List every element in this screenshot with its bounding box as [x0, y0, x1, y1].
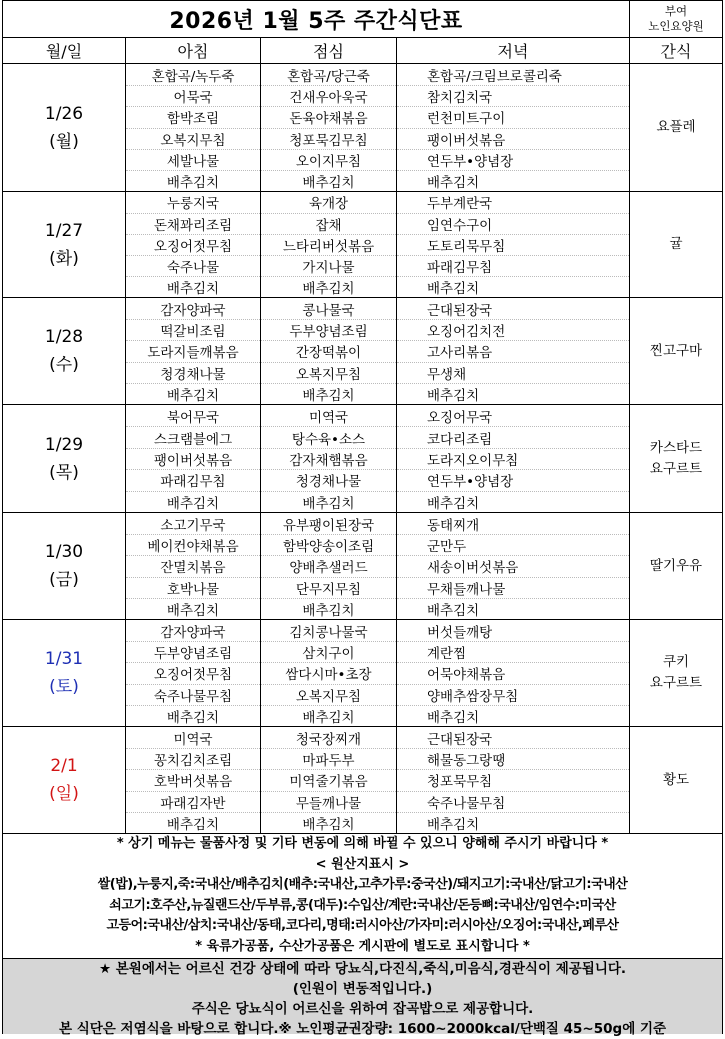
- lunch-item: 무들깨나물: [261, 791, 396, 812]
- lunch-item: 배추김치: [261, 598, 396, 619]
- dinner-item: 연두부•양념장: [397, 149, 629, 170]
- footer-section: [3, 958, 722, 1037]
- notes-line-6: * 육류가공품, 수산가공품은 게시판에 별도로 표시합니다 *: [195, 938, 530, 954]
- day-date: 1/29: [44, 434, 84, 455]
- day-weekday: (토): [49, 677, 79, 697]
- breakfast-item: 도라지들깨볶음: [126, 340, 260, 361]
- dinner-item: 숙주나물무침: [397, 791, 629, 812]
- breakfast-item: 미역국: [173, 731, 213, 748]
- dinner-item: 배추김치: [397, 383, 629, 404]
- day-row: [3, 298, 722, 405]
- lunch-item: 미역줄기볶음: [261, 769, 396, 790]
- menu-sheet: [2, 0, 723, 1037]
- column-header-row: [3, 38, 722, 64]
- lunch-item: 양배추샐러드: [261, 555, 396, 576]
- snack-cell: [629, 405, 722, 512]
- lunch-item: 삼치구이: [261, 641, 396, 662]
- notes-line-1: * 상기 메뉴는 물품사정 및 기타 변동에 의해 바뀔 수 있으니 양해해 주시기 바랍니다 *: [116, 836, 609, 851]
- breakfast-item: 배추김치: [126, 170, 260, 191]
- header-lunch: 점심: [260, 38, 396, 63]
- dinner-item: 런천미트구이: [397, 106, 629, 127]
- lunch-item: 청포묵김무침: [261, 128, 396, 149]
- lunch-cell: [260, 64, 396, 191]
- dinner-item: 오징어김치전: [397, 319, 629, 340]
- lunch-item: 배추김치: [261, 812, 396, 833]
- snack-item: 카스타드: [649, 439, 703, 456]
- breakfast-item: 오복지무침: [126, 128, 260, 149]
- day-date-cell: [3, 513, 125, 619]
- dinner-cell: [396, 405, 629, 512]
- dinner-cell: [396, 192, 629, 297]
- lunch-item: 콩나물국: [302, 302, 355, 319]
- notes-line-2: < 원산지표시 >: [315, 856, 410, 872]
- day-date: 1/26: [44, 103, 84, 124]
- dinner-item: 도라지오이무침: [397, 448, 629, 469]
- lunch-item: 배추김치: [261, 276, 396, 297]
- lunch-cell: [260, 405, 396, 512]
- notes-section: [3, 834, 722, 958]
- lunch-item: 두부양념조림: [261, 319, 396, 340]
- day-date-cell: [3, 192, 125, 297]
- snack-cell: [629, 620, 722, 726]
- snack-item: 요구르트: [649, 460, 703, 477]
- lunch-cell: [260, 298, 396, 404]
- snack-cell: [629, 513, 722, 619]
- snack-cell: [629, 727, 722, 833]
- day-date: 2/1: [50, 756, 78, 776]
- lunch-item: 청국장찌개: [295, 731, 362, 748]
- facility-name: [629, 1, 722, 38]
- dinner-item: 배추김치: [397, 705, 629, 726]
- lunch-item: 청경채나물: [261, 469, 396, 490]
- snack-item: 찐고구마: [649, 342, 703, 359]
- breakfast-item: 숙주나물: [126, 255, 260, 276]
- breakfast-item: 배추김치: [126, 812, 260, 833]
- breakfast-cell: [125, 405, 260, 512]
- lunch-item: 간장떡볶이: [261, 340, 396, 361]
- dinner-item: 동태찌개: [427, 517, 480, 534]
- dinner-item: 두부계란국: [427, 196, 493, 213]
- breakfast-item: 감자양파국: [160, 624, 226, 641]
- lunch-item: 배추김치: [261, 491, 396, 512]
- lunch-item: 단무지무침: [261, 577, 396, 598]
- lunch-cell: [260, 513, 396, 619]
- dinner-item: 양배추쌈장무침: [397, 684, 629, 705]
- breakfast-item: 배추김치: [126, 276, 260, 297]
- day-row: [3, 64, 722, 192]
- header-date: 월/일: [45, 42, 83, 61]
- breakfast-item: 감자양파국: [160, 302, 226, 319]
- breakfast-item: 오징어젓무침: [126, 234, 260, 255]
- breakfast-item: 어묵국: [126, 85, 260, 106]
- lunch-item: 육개장: [308, 196, 349, 213]
- breakfast-item: 숙주나물무침: [126, 684, 260, 705]
- dinner-item: 배추김치: [397, 170, 629, 191]
- breakfast-item: 호박버섯볶음: [126, 769, 260, 790]
- breakfast-item: 혼합곡/녹두죽: [151, 68, 235, 85]
- notes-line-5: 고등어:국내산/삼치:국내산/동태,코다리,명태:러시아산/가자미:러시아산/오징어:국내산,페루산: [106, 918, 619, 933]
- breakfast-item: 잔멸치볶음: [126, 555, 260, 576]
- breakfast-item: 호박나물: [126, 577, 260, 598]
- breakfast-item: 배추김치: [126, 383, 260, 404]
- dinner-item: 버섯들깨탕: [427, 624, 493, 641]
- breakfast-item: 돈채꽈리조림: [126, 213, 260, 234]
- breakfast-cell: [125, 298, 260, 404]
- header-snack: 간식: [629, 38, 722, 63]
- lunch-item: 건새우아욱국: [261, 85, 396, 106]
- lunch-item: 오복지무침: [261, 684, 396, 705]
- dinner-item: 혼합곡/크림브로콜리죽: [427, 68, 562, 85]
- snack-item: 요구르트: [649, 675, 703, 691]
- lunch-cell: [260, 620, 396, 726]
- snack-item: 황도: [662, 771, 690, 788]
- footer-line-3: 주식은 당뇨식이 어르신을 위하여 잡곡밥으로 제공합니다.: [191, 1001, 534, 1017]
- dinner-item: 팽이버섯볶음: [397, 128, 629, 149]
- dinner-item: 어묵야채볶음: [397, 662, 629, 683]
- lunch-item: 김치콩나물국: [289, 624, 368, 641]
- breakfast-item: 함박조림: [126, 106, 260, 127]
- snack-item: 요플레: [656, 119, 696, 135]
- lunch-item: 느타리버섯볶음: [261, 234, 396, 255]
- dinner-item: 무생채: [397, 362, 629, 383]
- dinner-item: 군만두: [397, 534, 629, 555]
- day-row: [3, 620, 722, 727]
- lunch-item: 배추김치: [261, 705, 396, 726]
- breakfast-item: 배추김치: [126, 598, 260, 619]
- dinner-item: 근대된장국: [427, 731, 493, 748]
- page-title: 2026년 1월 5주 주간식단표: [169, 9, 463, 34]
- lunch-item: 가지나물: [261, 255, 396, 276]
- day-weekday: (화): [49, 248, 79, 269]
- breakfast-cell: [125, 64, 260, 191]
- lunch-item: 감자채햄볶음: [261, 448, 396, 469]
- breakfast-cell: [125, 620, 260, 726]
- breakfast-item: 북어무국: [166, 409, 220, 426]
- day-row: [3, 513, 722, 620]
- breakfast-cell: [125, 727, 260, 833]
- day-row: [3, 727, 722, 834]
- breakfast-item: 베이컨야채볶음: [126, 534, 260, 555]
- dinner-item: 해물동그랑땡: [397, 748, 629, 769]
- day-date-cell: [3, 727, 125, 833]
- snack-cell: [629, 192, 722, 297]
- lunch-cell: [260, 192, 396, 297]
- dinner-item: 도토리묵무침: [397, 234, 629, 255]
- dinner-cell: [396, 727, 629, 833]
- day-weekday: (목): [49, 462, 79, 483]
- breakfast-item: 팽이버섯볶음: [126, 448, 260, 469]
- lunch-item: 배추김치: [261, 170, 396, 191]
- notes-line-3: 쌀(밥),누룽지,죽:국내산/배추김치(배추:국내산,고추가루:중국산)/돼지고기:국내산/닭고기:국내산: [97, 877, 628, 892]
- breakfast-item: 스크램블에그: [126, 426, 260, 447]
- lunch-item: 유부팽이된장국: [282, 517, 375, 534]
- snack-item: 쿠키: [662, 654, 690, 670]
- footer-line-2: (인원이 변동적입니다.): [292, 981, 433, 997]
- lunch-item: 잡채: [261, 213, 396, 234]
- day-date: 1/31: [44, 649, 84, 669]
- day-date-cell: [3, 405, 125, 512]
- day-date-cell: [3, 620, 125, 726]
- dinner-item: 임연수구이: [397, 213, 629, 234]
- dinner-item: 코다리조림: [397, 426, 629, 447]
- facility-line-2: 노인요양원: [648, 19, 704, 33]
- snack-cell: [629, 64, 722, 191]
- dinner-item: 고사리볶음: [397, 340, 629, 361]
- footer-line-4: 본 식단은 저염식을 바탕으로 합니다.※ 노인평균권장량: 1600~2000kcal/단백질 45~50g에 기준: [58, 1021, 667, 1037]
- dinner-cell: [396, 513, 629, 619]
- dinner-item: 계란찜: [397, 641, 629, 662]
- header-breakfast: 아침: [125, 38, 260, 63]
- day-row: [3, 192, 722, 298]
- day-weekday: (금): [49, 570, 79, 590]
- lunch-item: 오복지무침: [261, 362, 396, 383]
- lunch-item: 배추김치: [261, 383, 396, 404]
- day-weekday: (월): [49, 131, 79, 152]
- dinner-cell: [396, 620, 629, 726]
- dinner-item: 배추김치: [397, 491, 629, 512]
- dinner-item: 배추김치: [397, 598, 629, 619]
- lunch-item: 미역국: [308, 409, 349, 426]
- lunch-item: 오이지무침: [261, 149, 396, 170]
- breakfast-cell: [125, 513, 260, 619]
- dinner-item: 무채들깨나물: [397, 577, 629, 598]
- breakfast-item: 소고기무국: [160, 517, 226, 534]
- day-date-cell: [3, 298, 125, 404]
- dinner-item: 연두부•양념장: [397, 469, 629, 490]
- header-dinner: 저녁: [396, 38, 629, 63]
- lunch-item: 마파두부: [261, 748, 396, 769]
- breakfast-item: 꽁치김치조림: [126, 748, 260, 769]
- breakfast-item: 떡갈비조림: [126, 319, 260, 340]
- day-row: [3, 405, 722, 513]
- breakfast-item: 파래김무침: [126, 469, 260, 490]
- lunch-cell: [260, 727, 396, 833]
- title-row: [3, 0, 722, 38]
- breakfast-item: 두부양념조림: [126, 641, 260, 662]
- breakfast-item: 배추김치: [126, 491, 260, 512]
- breakfast-item: 세발나물: [126, 149, 260, 170]
- breakfast-item: 청경채나물: [126, 362, 260, 383]
- day-date: 1/27: [44, 220, 84, 241]
- dinner-cell: [396, 64, 629, 191]
- dinner-cell: [396, 298, 629, 404]
- snack-cell: [629, 298, 722, 404]
- dinner-item: 근대된장국: [427, 302, 493, 319]
- dinner-item: 배추김치: [397, 276, 629, 297]
- breakfast-item: 배추김치: [126, 705, 260, 726]
- facility-line-1: 부여: [664, 4, 688, 18]
- lunch-item: 돈육야채볶음: [261, 106, 396, 127]
- dinner-item: 청포묵무침: [397, 769, 629, 790]
- day-date: 1/28: [44, 327, 84, 347]
- lunch-item: 탕수육•소스: [261, 426, 396, 447]
- notes-line-4: 쇠고기:호주산,뉴질랜드산/두부류,콩(대두):수입산/계란:국내산/돈등뼈:국내산/임연수:미국산: [109, 897, 616, 913]
- day-date: 1/30: [44, 542, 84, 562]
- breakfast-cell: [125, 192, 260, 297]
- breakfast-item: 오징어젓무침: [126, 662, 260, 683]
- snack-item: 귤: [669, 236, 683, 252]
- snack-item: 딸기우유: [649, 557, 703, 574]
- dinner-item: 새송이버섯볶음: [397, 555, 629, 576]
- lunch-item: 쌈다시마•초장: [261, 662, 396, 683]
- dinner-item: 참치김치국: [397, 85, 629, 106]
- day-weekday: (수): [49, 355, 79, 375]
- lunch-item: 혼합곡/당근죽: [287, 68, 370, 85]
- lunch-item: 함박양송이조림: [261, 534, 396, 555]
- day-weekday: (일): [49, 784, 79, 804]
- breakfast-item: 파래김자반: [126, 791, 260, 812]
- dinner-item: 오징어무국: [427, 409, 493, 426]
- dinner-item: 파래김무침: [397, 255, 629, 276]
- breakfast-item: 누룽지국: [166, 196, 220, 213]
- day-date-cell: [3, 64, 125, 191]
- dinner-item: 배추김치: [397, 812, 629, 833]
- footer-line-1: ★ 본원에서는 어르신 건강 상태에 따라 당뇨식,다진식,죽식,미음식,경관식이 제공됩니다.: [98, 961, 627, 977]
